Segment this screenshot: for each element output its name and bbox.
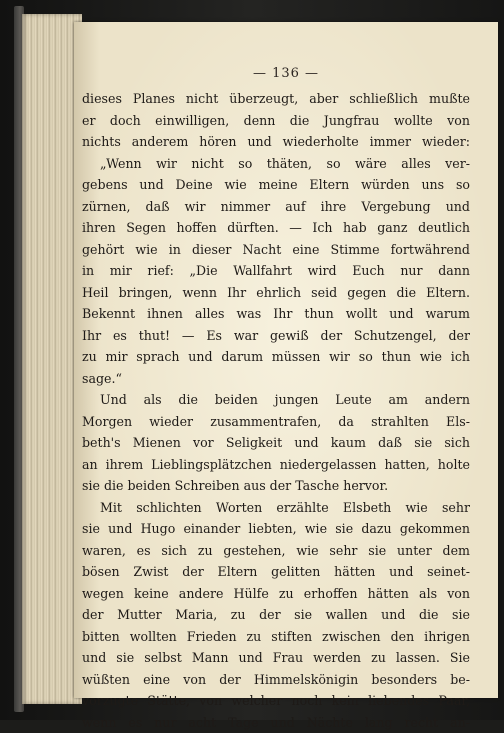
text-line: bösen Zwist der Eltern gelitten hätten und seinet-	[82, 561, 470, 583]
text-line: Ihr es thut! — Es war gewiß der Schutzengel, der	[82, 325, 470, 347]
text-line: zu mir sprach und darum müssen wir so thun wie ich	[82, 346, 470, 368]
page-stack-edges	[22, 14, 82, 704]
text-line: er doch einwilligen, denn die Jungfrau wollte von	[82, 110, 470, 132]
text-line: Mit schlichten Worten erzählte Elsbeth wie sehr	[82, 497, 470, 519]
text-line: dieses Planes nicht überzeugt, aber schließlich mußte	[82, 88, 470, 110]
text-line: gehört wie in dieser Nacht eine Stimme fortwährend	[82, 239, 470, 261]
text-line: sie die beiden Schreiben aus der Tasche hervor.	[82, 475, 470, 497]
page-number: — 136 —	[74, 66, 498, 81]
text-line: gebens und Deine wie meine Eltern würden uns so	[82, 174, 470, 196]
text-line: zürnen, daß wir nimmer auf ihre Vergebung und	[82, 196, 470, 218]
text-line: bitten wollten Frieden zu stiften zwischen den ihrigen	[82, 626, 470, 648]
text-line: beth's Mienen vor Seligkeit und kaum daß sie sich	[82, 432, 470, 454]
text-line: in mir rief: „Die Wallfahrt wird Euch nur dann	[82, 260, 470, 282]
text-line: ihren Segen hoffen dürften. — Ich hab ganz deutlich	[82, 217, 470, 239]
text-line: der Mutter Maria, zu der sie wallen und die sie	[82, 604, 470, 626]
text-line: Heil bringen, wenn Ihr ehrlich seid gegen die Eltern.	[82, 282, 470, 304]
text-line: wüßten eine von der Himmelskönigin besonders be-	[82, 669, 470, 691]
text-line: sie und Hugo einander liebten, wie sie dazu gekommen	[82, 518, 470, 540]
text-line: sage.“	[82, 368, 470, 390]
text-line: und sie selbst Mann und Frau werden zu lassen. Sie	[82, 647, 470, 669]
text-line: Bekennt ihnen alles was Ihr thun wollt und warum	[82, 303, 470, 325]
text-line: „Wenn wir nicht so thäten, so wäre alles ver-	[82, 153, 470, 175]
text-line: wegen keine andere Hülfe zu erhoffen hätten als von	[82, 583, 470, 605]
text-line: nichts anderem hören und wiederholte immer wieder:	[82, 131, 470, 153]
text-line: Und als die beiden jungen Leute am andern	[82, 389, 470, 411]
text-line: Morgen wieder zusammentrafen, da strahlten Els-	[82, 411, 470, 433]
text-line: an ihrem Lieblingsplätzchen niedergelassen hatten, holte	[82, 454, 470, 476]
page-text-block	[82, 88, 470, 733]
text-line: wenn es nur acht Tage und Nächte lang recht an-	[82, 712, 470, 733]
text-line: vorzugte Stätte, von welcher noch kein liebendes Paar,	[82, 690, 470, 712]
text-line: waren, es sich zu gestehen, wie sehr sie unter dem	[82, 540, 470, 562]
